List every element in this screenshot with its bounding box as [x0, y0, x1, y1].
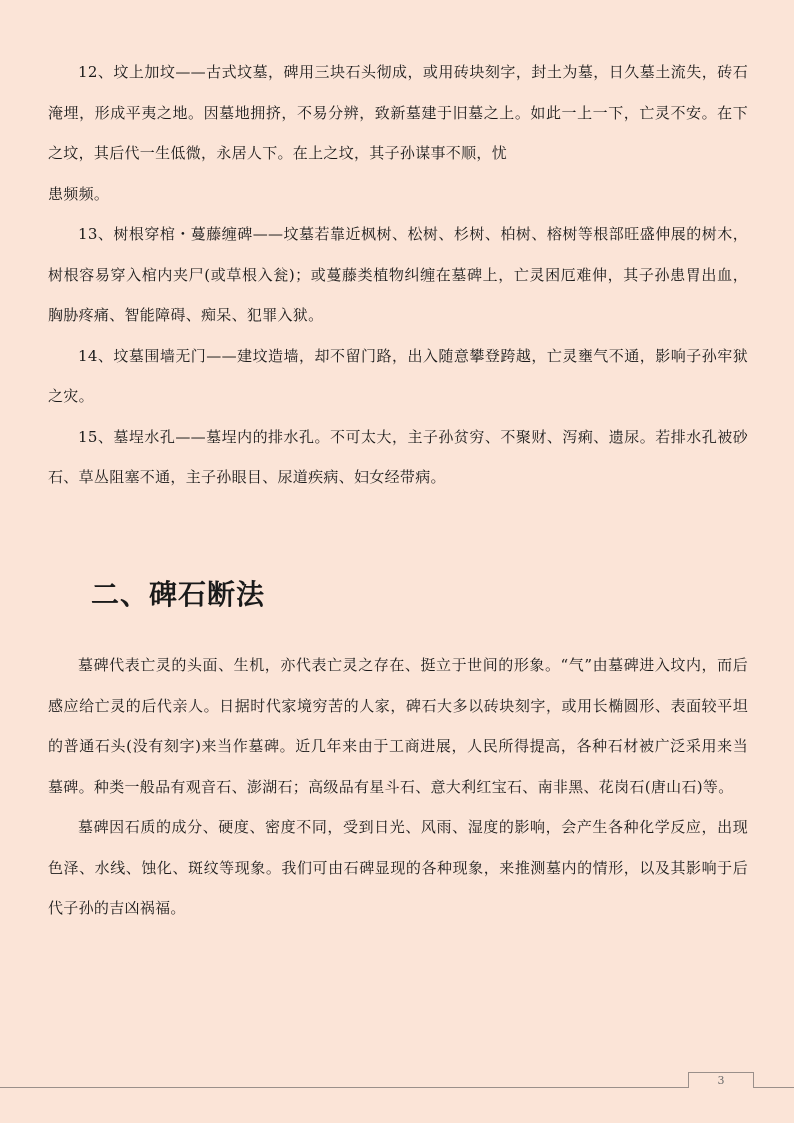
paragraph-item-13: 13、树根穿棺・蔓藤缠碑——坟墓若靠近枫树、松树、杉树、柏树、榕树等根部旺盛伸展的树木，树根容易穿入棺内夹尸(或草根入瓮)；或蔓藤类植物纠缠在墓碑上，亡灵困厄难伸，其子孙患胃出血，胸胁疼痛、智能障碍、痴呆、犯罪入狱。: [48, 225, 748, 324]
paragraph-item-15: 15、墓埕水孔——墓埕内的排水孔。不可太大，主子孙贫穷、不聚财、泻痢、遗尿。若排水孔被砂石、草丛阻塞不通，主子孙眼目、尿道疾病、妇女经带病。: [48, 427, 748, 486]
paragraph-item-12: 12、坟上加坟——古式坟墓，碑用三块石头彻成，或用砖块刻字，封土为墓，日久墓土流失，砖石淹埋，形成平夷之地。因墓地拥挤，不易分辨，致新墓建于旧墓之上。如此一上一下，亡灵不安。在下之坟，其后代一生低微，永居人下。在上之坟，其子孙谋事不顺，忧: [48, 63, 748, 162]
footer-divider: [0, 1087, 794, 1088]
section-body: [48, 645, 748, 929]
paragraph-item-14: 14、坟墓围墙无门——建坟造墙，却不留门路，出入随意攀登跨越，亡灵壅气不通，影响子孙牢狱之灾。: [48, 346, 748, 405]
document-body-top: [48, 52, 748, 498]
paragraph-item-12-continued: 患频频。: [48, 184, 110, 203]
section-paragraph-2: 墓碑因石质的成分、硬度、密度不同，受到日光、风雨、湿度的影响，会产生各种化学反应，出现色泽、水线、蚀化、斑纹等现象。我们可由石碑显现的各种现象，来推测墓内的情形，以及其影响于后代子孙的吉凶祸福。: [48, 818, 748, 917]
section-heading: 二、碑石断法: [91, 578, 266, 611]
section-paragraph-1: 墓碑代表亡灵的头面、生机，亦代表亡灵之存在、挺立于世间的形象。“气”由墓碑进入坟内，而后感应给亡灵的后代亲人。日据时代家境穷苦的人家，碑石大多以砖块刻字，或用长椭圆形、表面较平坦的普通石头(没有刻字)来当作墓碑。近几年来由于工商进展，人民所得提高，各种石材被广泛采用来当墓碑。种类一般品有观音石、澎湖石；高级品有星斗石、意大利红宝石、南非黑、花岗石(唐山石)等。: [48, 656, 748, 796]
page-number: 3: [688, 1072, 754, 1088]
